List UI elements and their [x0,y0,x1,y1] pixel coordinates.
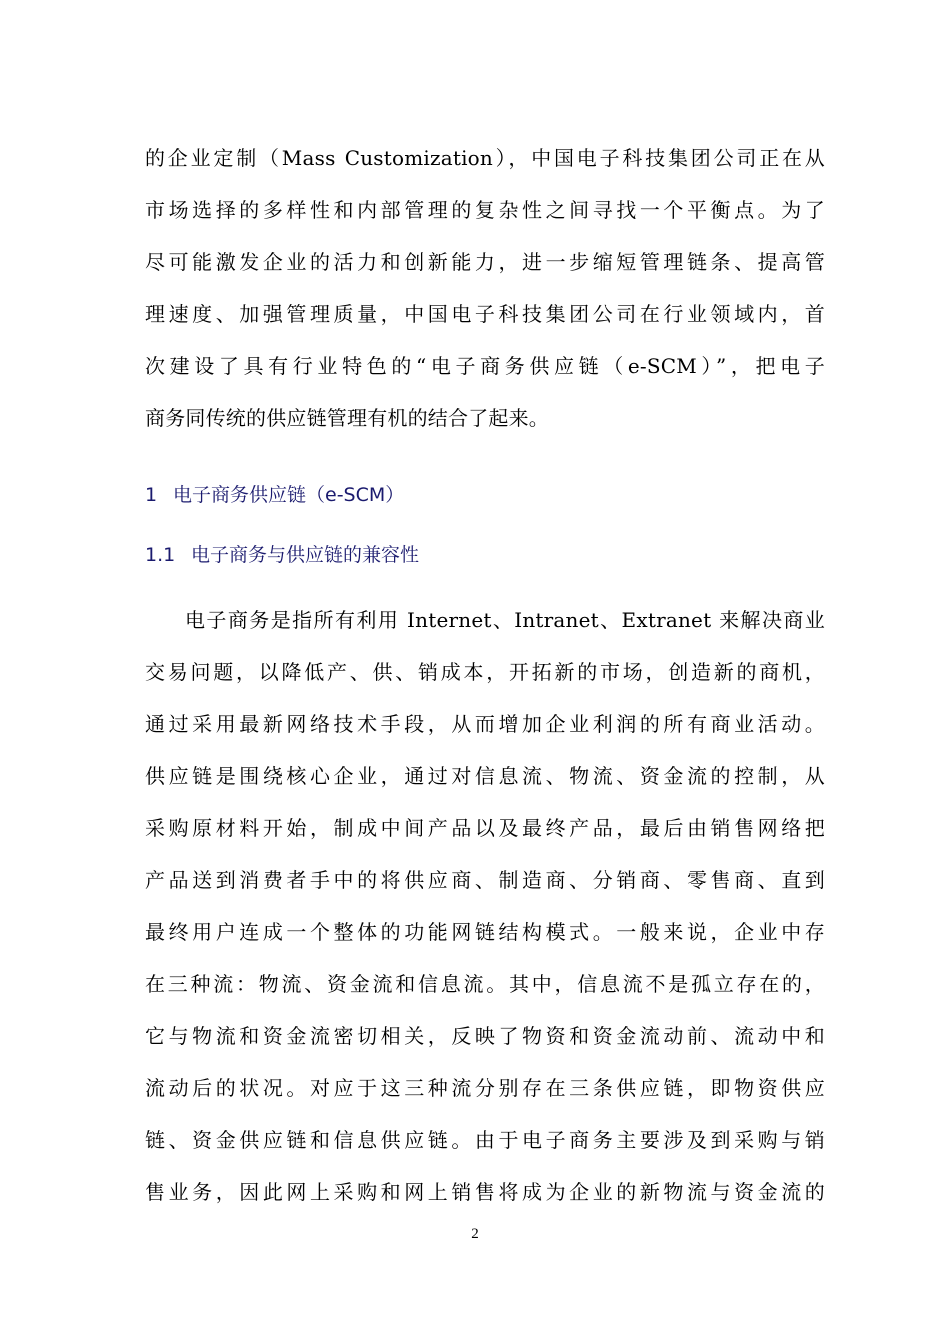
paragraph-line: 商务同传统的供应链管理有机的结合了起来。 [145,406,549,430]
paragraph-line: 售业务，因此网上采购和网上销售将成为企业的新物流与资金流的 [145,1180,825,1204]
paragraph-line: 市场选择的多样性和内部管理的复杂性之间寻找一个平衡点。为了 [145,198,825,222]
paragraph-line: 流动后的状况。对应于这三种流分别存在三条供应链，即物资供应 [145,1076,825,1100]
paragraph-line: 电子商务是指所有利用 Internet、Intranet、Extranet 来解决商业 [185,608,825,632]
paragraph-line: 采购原材料开始，制成中间产品以及最终产品，最后由销售网络把 [145,816,825,840]
section-title: 电子商务与供应链的兼容性 [191,544,420,566]
section-number: 1.1 [145,544,176,566]
paragraph-line: 交易问题，以降低产、供、销成本，开拓新的市场，创造新的商机， [145,660,825,684]
section-number: 1 [145,484,158,506]
paragraph-line: 次建设了具有行业特色的“电子商务供应链（e-SCM）”，把电子 [145,354,825,378]
paragraph-line: 供应链是围绕核心企业，通过对信息流、物流、资金流的控制，从 [145,764,825,788]
paragraph-main [145,594,825,1218]
paragraph-line: 通过采用最新网络技术手段，从而增加企业利润的所有商业活动。 [145,712,825,736]
page-number: 2 [471,1226,479,1242]
paragraph-line: 的企业定制（Mass Customization），中国电子科技集团公司正在从 [145,146,825,170]
paragraph-line: 尽可能激发企业的活力和创新能力，进一步缩短管理链条、提高管 [145,250,825,274]
paragraph-intro [145,132,825,444]
section-heading-1 [145,480,404,507]
paragraph-line: 理速度、加强管理质量，中国电子科技集团公司在行业领域内，首 [145,302,825,326]
paragraph-line: 产品送到消费者手中的将供应商、制造商、分销商、零售商、直到 [145,868,825,892]
paragraph-line: 它与物流和资金流密切相关，反映了物资和资金流动前、流动中和 [145,1024,825,1048]
paragraph-line: 链、资金供应链和信息供应链。由于电子商务主要涉及到采购与销 [145,1128,825,1152]
section-title: 电子商务供应链（e-SCM） [173,484,405,506]
section-heading-1-1 [145,540,419,567]
paragraph-line: 最终用户连成一个整体的功能网链结构模式。一般来说，企业中存 [145,920,825,944]
paragraph-line: 在三种流：物流、资金流和信息流。其中，信息流不是孤立存在的， [145,972,825,996]
